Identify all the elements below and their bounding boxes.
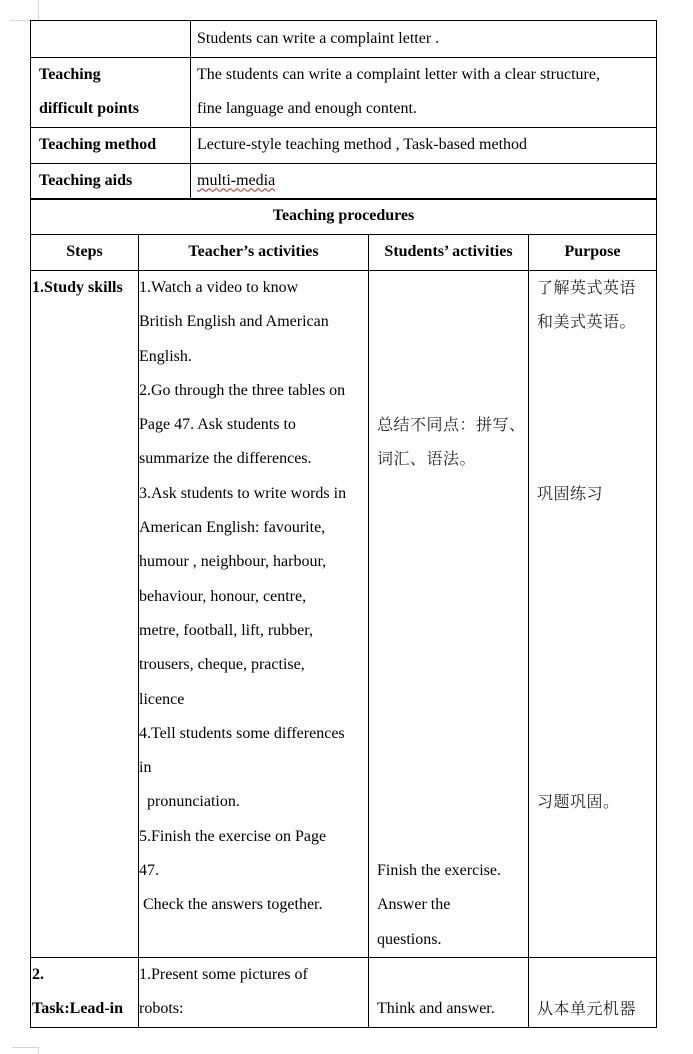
step-cell [31, 958, 139, 1028]
cell-text-line: 5.Finish the exercise on Page [139, 827, 327, 845]
info-label [31, 58, 191, 128]
info-label [31, 127, 191, 163]
info-value-line: fine language and enough content. [197, 100, 417, 118]
info-value-misspelled-word[interactable]: multi-media [197, 171, 276, 189]
cell-text-line [537, 683, 656, 717]
cell-text-line [377, 511, 528, 545]
info-label-line: Teaching aids [39, 171, 133, 189]
cell-text-line [377, 683, 528, 717]
cell-text-line: American English: favourite, [139, 519, 326, 537]
cell-text-line: trousers, cheque, practise, [139, 656, 305, 674]
cell-text-line: 1.Present some pictures of [139, 966, 308, 983]
cell-text-line [537, 751, 656, 785]
procedure-row-study-skills [31, 271, 657, 958]
info-value [191, 163, 657, 199]
cell-text-line [377, 580, 528, 614]
cell-text-line: English. [139, 347, 192, 365]
cell-text-line [537, 545, 656, 579]
column-header-purpose [529, 235, 657, 271]
cell-text-line [537, 614, 656, 648]
cell-text-line [377, 545, 528, 579]
info-value [191, 21, 657, 58]
cell-text-line: British English and American [139, 313, 329, 331]
cell-text-line [537, 648, 656, 682]
cell-text-line: metre, football, lift, rubber, [139, 621, 313, 639]
cell-text-line [537, 374, 656, 408]
cell-text-line [377, 751, 528, 785]
info-value [191, 127, 657, 163]
cell-text-line [537, 511, 656, 545]
cell-text-line: humour , neighbour, harbour, [139, 553, 327, 571]
cell-text-line [377, 648, 528, 682]
cell-text-line: 1.Watch a video to know [139, 279, 299, 296]
cell-text-line: 和美式英语。 [537, 312, 637, 332]
cell-text-line: 从本单元机器 [537, 999, 637, 1019]
students-activities-cell [369, 958, 529, 1028]
procedures-header-row [31, 235, 657, 271]
cell-text-line: summarize the differences. [139, 450, 312, 468]
procedures-title: Teaching procedures [272, 207, 415, 224]
info-label-line: Teaching method [39, 135, 157, 153]
info-row-objective [31, 21, 657, 58]
column-header-steps [31, 235, 139, 271]
cell-text-line: in [139, 759, 152, 777]
info-label-line: Teaching [39, 66, 101, 83]
cell-text-line [377, 820, 528, 854]
info-row-aids [31, 163, 657, 199]
cell-text-line: Answer the [377, 896, 451, 914]
column-header-label: Purpose [564, 243, 621, 260]
cell-text-line [537, 580, 656, 614]
crop-mark-top-horizontal [10, 20, 30, 21]
cell-text-line [377, 374, 528, 408]
info-row-difficult-points [31, 58, 657, 128]
cell-text-line: Think and answer. [377, 1000, 495, 1018]
column-header-teacher [139, 235, 369, 271]
info-row-method [31, 127, 657, 163]
cell-text-line: 3.Ask students to write words in [139, 484, 347, 502]
cell-text-line: 习题巩固。 [537, 792, 620, 812]
cell-text-line [537, 340, 656, 374]
column-header-students [369, 235, 529, 271]
teacher-activities-cell [139, 958, 369, 1028]
cell-text-line: 了解英式英语 [537, 278, 637, 297]
cell-text-line [377, 477, 528, 511]
cell-text-line: behaviour, honour, centre, [139, 587, 307, 605]
cell-text-line [537, 958, 656, 992]
info-label [31, 163, 191, 199]
cell-text-line: 词汇、语法。 [377, 449, 477, 469]
column-header-label: Teacher’s activities [188, 243, 319, 260]
cell-text-line [377, 340, 528, 374]
cell-text-line: pronunciation. [139, 793, 240, 811]
lesson-info-table [30, 20, 657, 200]
purpose-cell [529, 271, 657, 958]
step-label: 1.Study skills [32, 279, 123, 296]
info-value-line: Lecture-style teaching method , Task-based method [197, 135, 528, 153]
cell-text-line: Finish the exercise. [377, 862, 501, 880]
column-header-label: Steps [66, 243, 103, 260]
cell-text-line [377, 305, 528, 339]
cell-text-line [377, 958, 528, 992]
info-label-line: difficult points [39, 100, 140, 118]
crop-mark-bottom-horizontal [12, 1047, 38, 1048]
column-header-label: Students’ activities [384, 243, 513, 260]
cell-text-line: 47. [139, 862, 159, 880]
crop-mark-bottom-vertical [38, 1047, 39, 1054]
cell-text-line [377, 271, 528, 305]
cell-text-line [377, 717, 528, 751]
cell-text-line: Page 47. Ask students to [139, 416, 296, 434]
cell-text-line: 巩固练习 [537, 483, 604, 503]
info-value-line: Students can write a complaint letter . [197, 30, 440, 47]
cell-text-line: questions. [377, 930, 442, 948]
cell-text-line: Check the answers together. [139, 896, 323, 914]
cell-text-line: 4.Tell students some differences [139, 724, 345, 742]
procedures-title-cell [31, 199, 657, 235]
cell-text-line: licence [139, 690, 185, 708]
cell-text-line: 总结不同点：拼写、 [377, 415, 526, 435]
cell-text-line [377, 614, 528, 648]
info-value-line: The students can write a complaint letter with a clear structure, [197, 66, 600, 83]
step-label-line: Task:Lead-in [32, 1000, 123, 1018]
info-value [191, 58, 657, 128]
teacher-activities-cell [139, 271, 369, 958]
step-cell [31, 271, 139, 958]
cell-text-line: 2.Go through the three tables on [139, 381, 346, 399]
cell-text-line [377, 785, 528, 819]
cell-text-line [537, 717, 656, 751]
crop-mark-top-vertical [38, 0, 39, 20]
cell-text-line [537, 442, 656, 476]
teaching-procedures-table [30, 198, 657, 1028]
step-label-line: 2. [32, 966, 44, 983]
info-label-empty [31, 21, 191, 58]
students-activities-cell [369, 271, 529, 958]
purpose-cell [529, 958, 657, 1028]
procedure-row-lead-in [31, 958, 657, 1028]
cell-text-line: robots: [139, 1000, 184, 1018]
procedures-title-row [31, 199, 657, 235]
cell-text-line [537, 408, 656, 442]
